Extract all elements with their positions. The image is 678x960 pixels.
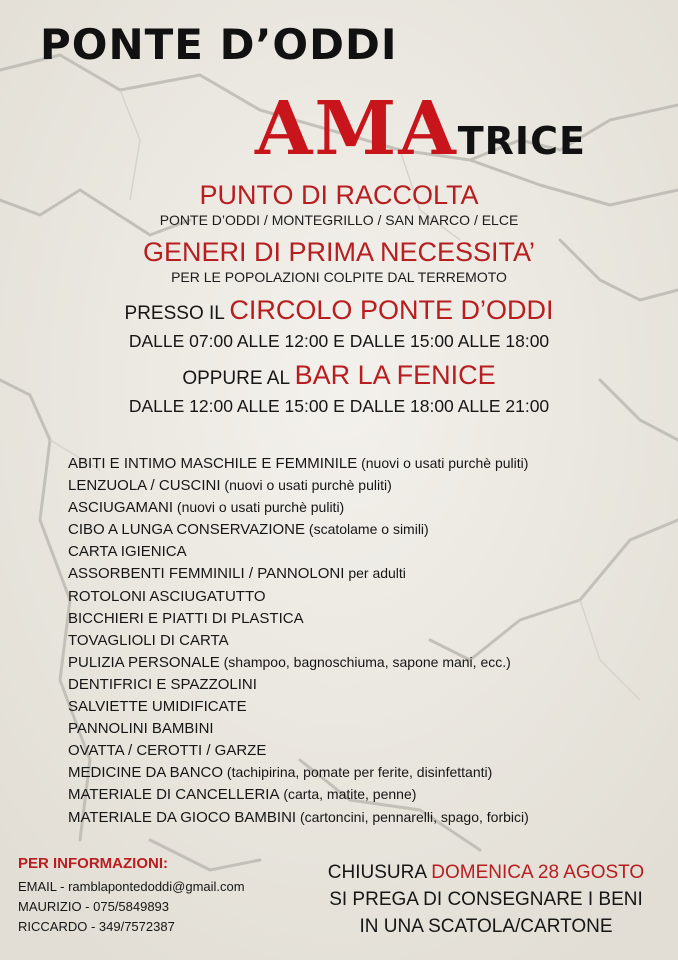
contact-maurizio: MAURIZIO - 075/5849893	[18, 899, 170, 914]
location1-name: CIRCOLO PONTE D’ODDI	[229, 295, 554, 325]
title-ponte-doddi: PONTE D’ODDI	[40, 20, 398, 69]
list-item: MATERIALE DA GIOCO BAMBINI (cartoncini, pennarelli, spago, forbici)	[68, 808, 529, 826]
closing-line3: IN UNA SCATOLA/CARTONE	[359, 916, 613, 937]
phone-maurizio[interactable]: 075/5849893	[93, 899, 170, 914]
location2-line	[0, 360, 678, 391]
title-trice: TRICE	[457, 119, 586, 163]
list-item: SALVIETTE UMIDIFICATE	[68, 698, 247, 716]
closing-line1: CHIUSURA DOMENICA 28 AGOSTO	[327, 862, 645, 883]
title-amatrice	[255, 86, 586, 172]
list-item: MATERIALE DI CANCELLERIA (carta, matite, penne)	[68, 786, 417, 804]
phone-riccardo[interactable]: 349/7572387	[98, 919, 175, 934]
info-block	[18, 855, 245, 939]
list-item: BICCHIERI E PIATTI DI PLASTICA	[68, 609, 304, 627]
closing-line2: SI PREGA DI CONSEGNARE I BENI	[329, 889, 643, 910]
title-ama-red: AMA	[255, 86, 458, 172]
location2-name: BAR LA FENICE	[294, 360, 496, 390]
list-item: CARTA IGIENICA	[68, 543, 187, 561]
list-item: DENTIFRICI E SPAZZOLINI	[68, 675, 257, 693]
collection-heading: PUNTO DI RACCOLTA	[199, 180, 479, 210]
list-item: ABITI E INTIMO MASCHILE E FEMMINILE (nuovi o usati purchè puliti)	[68, 455, 529, 472]
contact-riccardo: RICCARDO - 349/7572387	[18, 919, 175, 934]
list-item: MEDICINE DA BANCO (tachipirina, pomate per ferite, disinfettanti)	[68, 764, 493, 782]
list-item: ASSORBENTI FEMMINILI / PANNOLONI per adulti	[68, 565, 406, 583]
closing-block	[300, 859, 672, 940]
list-item: PANNOLINI BAMBINI	[68, 720, 214, 738]
list-item: TOVAGLIOLI DI CARTA	[68, 631, 229, 649]
location1-hours: DALLE 07:00 ALLE 12:00 E DALLE 15:00 ALLE 18:00	[128, 331, 550, 351]
list-item: LENZUOLA / CUSCINI (nuovi o usati purchè puliti)	[68, 477, 392, 495]
location2-hours: DALLE 12:00 ALLE 15:00 E DALLE 18:00 ALLE 21:00	[128, 396, 550, 416]
email-line: EMAIL - ramblapontedoddi@gmail.com	[18, 879, 245, 894]
email-link[interactable]: ramblapontedoddi@gmail.com	[68, 879, 245, 894]
collection-areas: PONTE D’ODDI / MONTEGRILLO / SAN MARCO / ELCE	[159, 212, 519, 228]
items-list	[68, 452, 529, 828]
goods-subheading: PER LE POPOLAZIONI COLPITE DAL TERREMOTO	[171, 269, 507, 285]
list-item: ROTOLONI ASCIUGATUTTO	[68, 587, 266, 605]
closing-date: DOMENICA 28 AGOSTO	[431, 862, 645, 883]
list-item: PULIZIA PERSONALE (shampoo, bagnoschiuma, sapone mani, ecc.)	[68, 653, 511, 671]
info-heading: PER INFORMAZIONI:	[18, 855, 168, 872]
list-item: CIBO A LUNGA CONSERVAZIONE (scatolame o simili)	[68, 521, 429, 539]
location1-prefix: PRESSO IL	[124, 303, 230, 324]
location1-line	[0, 295, 678, 326]
goods-heading: GENERI DI PRIMA NECESSITA’	[142, 237, 536, 267]
list-item: OVATTA / CEROTTI / GARZE	[68, 742, 267, 760]
list-item: ASCIUGAMANI (nuovi o usati purchè puliti)	[68, 499, 345, 517]
location2-prefix: OPPURE AL	[182, 368, 295, 389]
